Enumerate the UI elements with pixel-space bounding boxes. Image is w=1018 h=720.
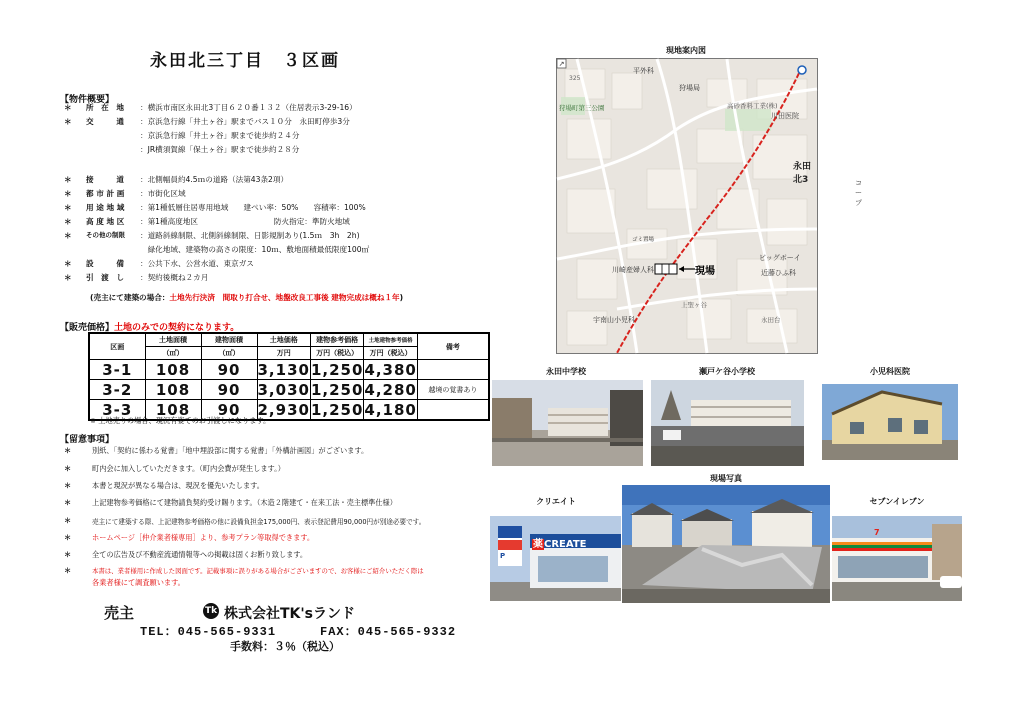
- seller-fee: 手数料：３％（税込）: [230, 640, 340, 653]
- table-row: [89, 360, 489, 380]
- site-image: [622, 485, 830, 603]
- bullet-icon: ＊: [64, 103, 72, 112]
- subheader-building-area: （㎡）: [201, 347, 257, 360]
- seven-eleven-image: [832, 516, 962, 601]
- map-label-325: 325: [569, 75, 581, 82]
- header-building-area: 建物面積: [201, 333, 257, 347]
- photo-caption-elementary-school: 瀬戸ケ谷小学校: [699, 367, 755, 376]
- price-heading-label: 【販売価格】: [60, 323, 115, 333]
- seven-eleven-sign: 7: [874, 528, 880, 537]
- build-note-suffix: ): [399, 293, 404, 302]
- note-text: 町内会に加入していただきます。（町内会費が発生します。）: [92, 464, 285, 473]
- company-logo: Tk: [203, 603, 219, 619]
- overview-value: 緑化地域、建築物の高さの限度：10ｍ、敷地面積最低限度100㎡: [140, 245, 370, 254]
- map-label-bigboy: ビッグボーイ: [759, 254, 801, 262]
- map-label-nagatadai: 永田台: [761, 316, 781, 324]
- header-lot: 区画: [89, 333, 145, 360]
- price-cell-land-area: 108: [145, 360, 201, 380]
- price-cell-building-price: 1,250: [310, 380, 364, 399]
- overview-value: ：契約後概ね２カ月: [140, 273, 209, 282]
- overview-value: ：第1種高度地区 防火指定：準防火地域: [140, 217, 350, 226]
- seller-company: 株式会社TK'sランド: [224, 606, 356, 622]
- page-title: 永田北三丁目 ３区画: [150, 51, 340, 71]
- bullet-icon: ＊: [64, 498, 72, 507]
- photo-elementary-school: [651, 380, 804, 466]
- photo-middle-school: [492, 380, 643, 466]
- price-cell-building-price: 1,250: [310, 360, 364, 379]
- price-table: [88, 332, 490, 421]
- price-cell-land-price: 3,030: [257, 380, 310, 399]
- subheader-building-price: 万円（税込）: [310, 347, 363, 360]
- overview-value: ：横浜市南区永田北3丁目６２０番１３２（住居表示3-29-16）: [140, 103, 357, 112]
- photo-caption-seven-eleven: セブンイレブン: [869, 497, 925, 506]
- create-sign-text: CREATE: [544, 539, 587, 550]
- table-row: [89, 380, 489, 400]
- photo-caption-clinic: 小児科医院: [870, 367, 910, 376]
- price-cell-land-price: 2,930: [257, 400, 310, 419]
- price-cell-remarks: [417, 360, 489, 380]
- build-note-red: 土地先行決済 間取り打合せ、地盤改良工事後 建物完成は概ね１年: [169, 293, 400, 302]
- photo-caption-create: クリエイト: [536, 497, 576, 506]
- map-label-site: 現場: [695, 266, 715, 277]
- price-cell-remarks: 越境の覚書あり: [417, 380, 489, 400]
- price-cell-total-price: 4,280: [364, 380, 417, 399]
- bullet-icon: ＊: [64, 446, 72, 455]
- bullet-icon: ＊: [64, 464, 72, 473]
- price-cell-building-area: 90: [201, 380, 257, 400]
- bullet-icon: ＊: [64, 566, 72, 575]
- note-text: 全ての広告及び不動産流通情報等への掲載は固くお断り致します。: [92, 550, 308, 559]
- overview-label: 用 途 地 域: [86, 203, 125, 212]
- subheader-land-area: （㎡）: [145, 347, 201, 360]
- map-label-kawasaki-clinic: 川崎産婦人科: [612, 266, 654, 274]
- location-map: [556, 58, 862, 354]
- build-note: [90, 292, 403, 303]
- photo-caption-middle-school: 永田中学校: [546, 367, 586, 376]
- price-cell-total-price: 4,180: [364, 400, 417, 419]
- price-cell-land-price: 3,130: [257, 360, 310, 379]
- overview-label: 所 在 地: [86, 103, 124, 112]
- map-label-takasago: 高砂香料工業(株): [727, 102, 778, 110]
- price-heading-note: 土地のみでの契約になります。: [114, 323, 240, 333]
- overview-value: ：市街化区域: [140, 189, 186, 198]
- header-land-area: 土地面積: [145, 333, 201, 347]
- overview-value: ：北側幅員約4.5ｍの道路（法第43条2項）: [140, 175, 289, 184]
- overview-value: ：道路斜線制限、北側斜線制限、日影規制あり(1.5ｍ 3h 2h): [140, 231, 360, 240]
- create-store-image: [490, 516, 621, 601]
- notes-heading: 【留意事項】: [60, 435, 115, 445]
- map-label-unanyama: 宇南山小児科: [593, 316, 635, 324]
- price-cell-building-price: 1,250: [310, 400, 364, 419]
- photo-seven-eleven: [832, 516, 962, 601]
- seller-fax: FAX：045-565-9332: [320, 625, 457, 639]
- price-cell-lot: 3-3: [89, 400, 145, 421]
- bullet-icon: ＊: [64, 175, 72, 184]
- header-total-price: 土地建物参考価格: [364, 333, 417, 347]
- note-text: 各業者様にて調査願います。: [92, 578, 185, 587]
- note-text: 本書と現況が異なる場合は、現況を優先いたします。: [92, 481, 264, 490]
- photo-clinic: [822, 384, 958, 460]
- bullet-icon: ＊: [64, 516, 72, 525]
- price-footnote: ※ 土地売りの場合、現況有姿でのお引渡しになります。: [90, 416, 271, 425]
- middle-school-image: [492, 380, 643, 466]
- seller-label: 売主: [104, 604, 135, 622]
- price-cell-building-area: 90: [201, 360, 257, 380]
- overview-label: 設 備: [86, 259, 124, 268]
- photo-site: [622, 485, 830, 603]
- note-text: 上記建物参考価格にて建物請負契約受け賜ります。（木造２階建て・在来工法・売主標準仕様）: [92, 498, 397, 507]
- overview-value: ：第1種低層住居専用地域 建ぺい率：50% 容積率：100%: [140, 203, 366, 212]
- elementary-school-image: [651, 380, 804, 466]
- price-cell-land-area: 108: [145, 400, 201, 421]
- overview-value: ：京浜急行線「井土ヶ谷」駅までバス１０分 永田町停歩3分: [140, 117, 350, 126]
- bullet-icon: ＊: [64, 189, 72, 198]
- header-building-price: 建物参考価格: [310, 333, 363, 347]
- bullet-icon: ＊: [64, 203, 72, 212]
- build-note-prefix: (売主にて建築の場合：: [90, 293, 170, 302]
- create-sign-mark: 薬: [533, 539, 543, 550]
- map-label-garbage: ゴミ置場: [632, 237, 655, 243]
- bullet-icon: ＊: [64, 481, 72, 490]
- clinic-image: [822, 384, 958, 460]
- overview-label: 交 通: [86, 117, 124, 126]
- price-cell-remarks: [417, 400, 489, 421]
- map-label-kamihijirigaya: 上聖ヶ谷: [681, 301, 707, 309]
- overview-value: ：公共下水、公営水道、東京ガス: [140, 259, 254, 268]
- overview-label: その他の制限: [86, 231, 125, 239]
- price-table-body: [89, 360, 489, 421]
- overview-value: ：JR横須賀線「保土ヶ谷」駅まで徒歩約２８分: [140, 145, 300, 154]
- svg-text:↗: ↗: [558, 60, 565, 68]
- overview-heading: 【物件概要】: [60, 95, 115, 105]
- bullet-icon: ＊: [64, 231, 72, 240]
- bullet-icon: ＊: [64, 550, 72, 559]
- note-text: 本書は、業者様用に作成した図面です。記載事項に誤りがある場合がございますので、お客様にご紹介いただく際は: [92, 567, 424, 575]
- map-label-kondo-clinic: 近藤ひふ科: [761, 269, 796, 277]
- note-text: 別紙、「契約に係わる覚書」「地中埋設部に関する覚書」「外構計画図」がございます。: [92, 446, 369, 455]
- map-label-kawada-clinic: 川田医院: [771, 112, 799, 120]
- bullet-icon: ＊: [64, 217, 72, 226]
- bullet-icon: ＊: [64, 117, 72, 126]
- overview-label: 都 市 計 画: [86, 189, 125, 198]
- photo-caption-site: 現場写真: [710, 474, 742, 483]
- map-label-coop: コープ: [855, 179, 862, 207]
- subheader-land-price: 万円: [257, 347, 310, 360]
- note-text: ホームページ［仲介業者様専用］より、参考プラン等取得できます。: [92, 533, 315, 542]
- overview-label: 接 道: [86, 175, 124, 184]
- parking-sign: P: [500, 552, 506, 560]
- map-label-park: 狩場町第三公園: [559, 104, 605, 112]
- price-cell-building-area: 90: [201, 400, 257, 421]
- create-sign: [532, 535, 587, 550]
- bullet-icon: ＊: [64, 273, 72, 282]
- map-caption: 現地案内図: [666, 46, 706, 55]
- bullet-icon: ＊: [64, 533, 72, 542]
- price-cell-total-price: 4,380: [364, 360, 417, 379]
- map-label-post-office: 狩場局: [679, 84, 700, 92]
- price-cell-lot: 3-2: [89, 380, 145, 400]
- price-table-header: [89, 333, 489, 347]
- price-cell-lot: 3-1: [89, 360, 145, 380]
- seller-tel: TEL：045-565-9331: [140, 625, 277, 639]
- bullet-icon: ＊: [64, 259, 72, 268]
- note-text: 売主にて建築する際、上記建物参考価格の他に設備負担金175,000円、表示登記費用90,000円が別途必要です。: [92, 518, 426, 526]
- photo-create: [490, 516, 621, 601]
- price-cell-land-area: 108: [145, 380, 201, 400]
- overview-value: ：京浜急行線「井土ヶ谷」駅まで徒歩約２４分: [140, 131, 300, 140]
- overview-label: 引 渡 し: [86, 273, 124, 282]
- map-label-area: 永田北3: [793, 162, 812, 185]
- map-label-hira-clinic: 平外科: [633, 67, 654, 75]
- subheader-total-price: 万円（税込）: [364, 347, 417, 360]
- header-remarks: 備考: [417, 333, 489, 360]
- header-land-price: 土地価格: [257, 333, 310, 347]
- overview-label: 高 度 地 区: [86, 217, 125, 226]
